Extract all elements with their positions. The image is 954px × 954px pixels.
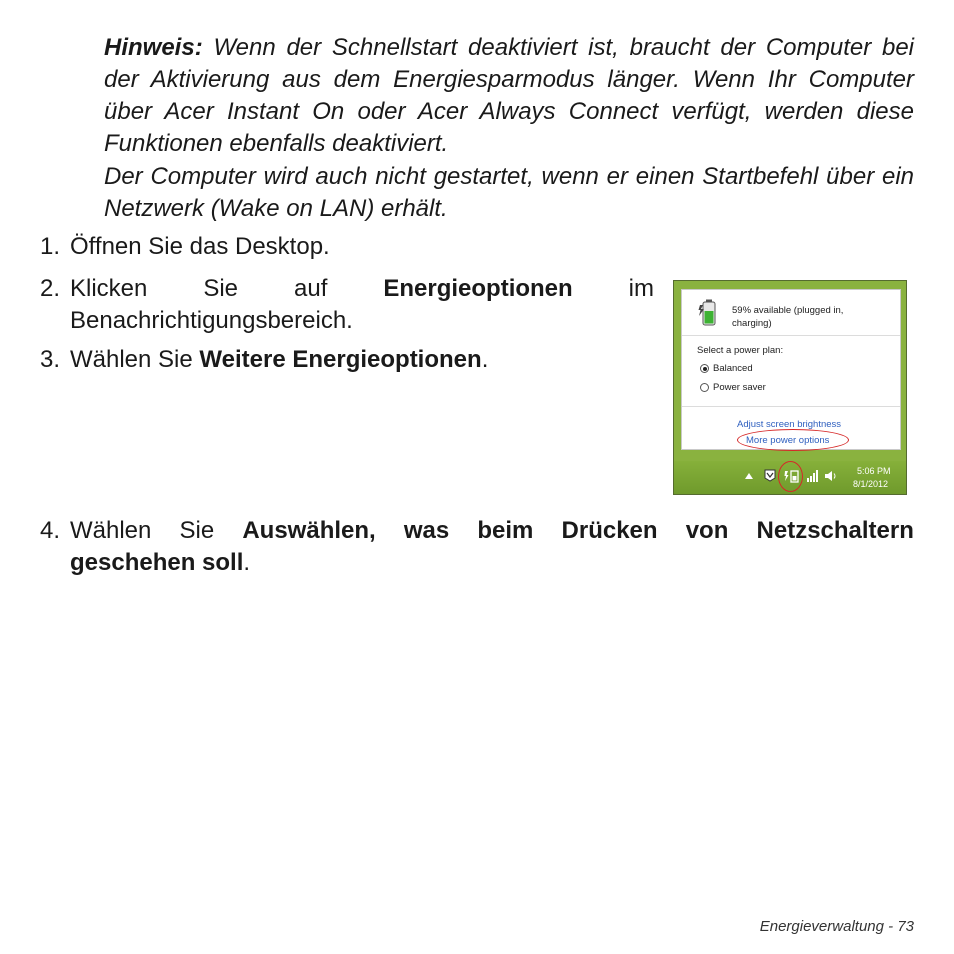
footer-section: Energieverwaltung - [759,918,898,935]
highlight-circle [737,429,849,451]
step-4-line-2 [70,547,250,579]
more-power-options-link[interactable]: More power options [746,435,830,446]
power-saver-radio[interactable] [700,383,709,392]
step-4-line-1 [70,515,914,547]
step-4-word: Wählen [70,517,152,544]
balanced-label: Balanced [713,363,753,374]
step-4-bold-word: Auswählen, [242,517,376,544]
taskbar [674,461,906,494]
step-4-word: Sie [179,517,215,544]
step-1-text: Öffnen Sie das Desktop. [70,233,330,260]
step-4-bold-word: Netzschaltern [756,517,914,544]
step-4-post: . [243,549,251,576]
battery-charging-icon [698,299,720,327]
step-1-number: 1. [40,233,61,260]
show-hidden-icons-icon[interactable] [745,473,753,479]
step-3-pre: Wählen Sie [70,346,200,373]
balanced-radio[interactable] [700,364,709,373]
volume-icon[interactable] [825,470,838,482]
divider [682,406,900,407]
action-center-flag-icon[interactable] [764,469,776,482]
power-plan-heading: Select a power plan: [697,345,784,356]
note-paragraph-2: Der Computer wird auch nicht gestartet, wenn er einen Startbefehl über ein Netzwerk (Wake on LAN) erhält. [104,163,914,222]
step-2-word: im [628,275,654,302]
divider [682,335,900,336]
adjust-brightness-link[interactable]: Adjust screen brightness [737,419,842,430]
step-4-bold-word: von [685,517,729,544]
step-2-word: Klicken [70,275,148,302]
step-4-number: 4. [40,517,61,544]
clock-date[interactable]: 8/1/2012 [853,479,889,489]
network-signal-icon[interactable] [807,470,819,482]
battery-status-line-2: charging) [732,318,772,329]
tray-highlight-circle [778,461,803,492]
step-2-number: 2. [40,275,61,302]
step-4-bold-word: was [403,517,450,544]
page-number: 73 [897,918,914,935]
step-2-line-2: Benachrichtigungsbereich. [70,307,353,334]
step-3-post: . [481,346,489,373]
step-3-bold-term: Weitere Energieoptionen [199,346,482,373]
step-2-line-1 [70,273,654,305]
step-2-bold-term: Energieoptionen [383,275,573,302]
power-flyout-panel [681,289,901,450]
step-4-bold-word: Drücken [561,517,658,544]
note-paragraph [104,32,914,160]
note-text: Wenn der Schnellstart deaktiviert ist, braucht der Computer bei der Aktivierung aus dem Energiesparmodus länger. Wenn Ihr Computer über Acer Instant On oder Acer Always Connect verfügt, werden diese Funktionen ebenfalls deaktiviert. [104,34,914,157]
battery-status-line-1: 59% available (plugged in, [732,305,844,316]
step-2-word: auf [294,275,328,302]
clock-time[interactable]: 5:06 PM [857,466,891,476]
step-4-bold-term: geschehen soll [70,549,244,576]
step-3-number: 3. [40,346,61,373]
power-flyout-screenshot [673,280,907,495]
step-2-word: Sie [203,275,239,302]
step-4-bold-word: beim [477,517,534,544]
power-saver-label: Power saver [713,382,766,393]
note-label: Hinweis: [104,34,203,61]
page-footer [760,918,914,936]
step-3-text [70,344,488,376]
